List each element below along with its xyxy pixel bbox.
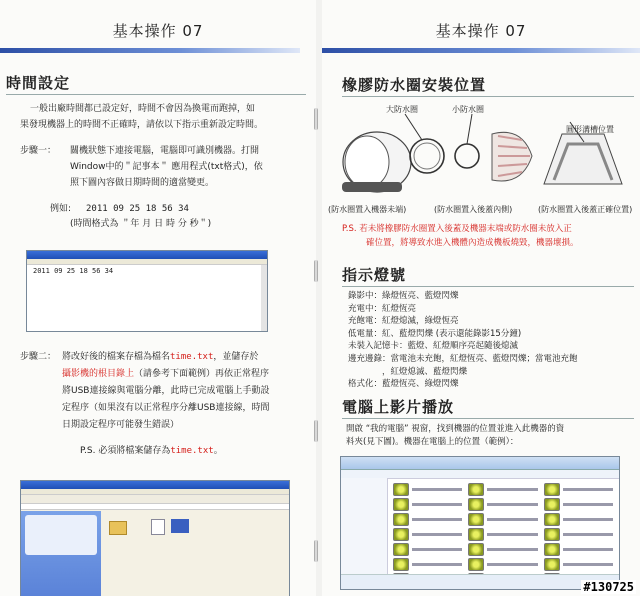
- indicator-title: 指示燈號: [342, 266, 407, 284]
- computer-window-screenshot: [340, 456, 620, 590]
- left-page: [0, 0, 316, 596]
- video-file-icon[interactable]: [393, 498, 462, 511]
- video-file-icon[interactable]: [544, 558, 613, 571]
- explorer-task-pane: [21, 511, 101, 596]
- video-file-icon[interactable]: [468, 528, 537, 541]
- step2-line2-b: （請參考下面範例）再依正常程序: [134, 369, 270, 379]
- step2-line-2: [62, 367, 269, 382]
- video-file-icon[interactable]: [393, 483, 462, 496]
- caption-back-cover: (防水圈置入後蓋內側): [434, 205, 513, 214]
- intro-line-2: 果發現機器上的時間不正確時，請依以下指示重新設定時間。: [20, 120, 264, 130]
- step2-line-3: 將USB連接線與電腦分離，此時已完成電腦上手動設: [62, 386, 270, 396]
- title-underline: [6, 94, 306, 95]
- ps-note: [80, 444, 223, 459]
- left-page-header: 基本操作 07: [112, 22, 204, 40]
- example-format: (時間格式為 ＂年 月 日 時 分 秒＂): [70, 219, 212, 229]
- step2-line1-a: 將改好後的檔案存檔為檔名: [62, 352, 171, 362]
- time-setting-title: 時間設定: [6, 74, 71, 92]
- section3-underline: [342, 418, 634, 419]
- indicator-full: 充飽電：紅燈熄滅，綠燈恆亮: [348, 316, 459, 327]
- step2-line-1: [62, 350, 258, 365]
- waterproof-ring-title: 橡膠防水圈安裝位置: [342, 76, 487, 94]
- step2-line1-b: ，並儲存於: [213, 352, 259, 362]
- notepad-screenshot: [26, 250, 268, 332]
- intro-line-1: 一般出廠時間都已設定好，時間不會因為換電而跑掉，如: [30, 104, 256, 114]
- indicator-recording: 錄影中：綠燈恆亮、藍燈閃爍: [348, 291, 459, 301]
- explorer-screenshot: [20, 480, 290, 596]
- step1-line-2: Window中的＂記事本＂ 應用程式(txt格式)，依: [70, 162, 263, 172]
- ps-filename: time.txt: [170, 446, 214, 456]
- video-file-icon[interactable]: [544, 528, 613, 541]
- example-label: 例如:: [50, 204, 72, 214]
- indicator-charging: 充電中：紅燈恆亮: [348, 303, 417, 314]
- playback-line-2: 料夾(見下圖)。機器在電腦上的位置（範例）：: [346, 437, 519, 447]
- video-file-icon[interactable]: [544, 498, 613, 511]
- video-file-icon[interactable]: [544, 543, 613, 556]
- video-file-icon[interactable]: [468, 558, 537, 571]
- big-ring-icon: [410, 139, 444, 173]
- notepad-text: 2011 09 25 18 56 34: [33, 267, 114, 275]
- right-page: [322, 0, 640, 596]
- explorer-address: [21, 504, 289, 510]
- video-file-grid: [393, 483, 613, 573]
- video-file-icon[interactable]: [468, 543, 537, 556]
- indicator-list: [348, 290, 578, 391]
- step1-line-1: 關機狀態下連接電腦，電腦即可識別機器。打開: [70, 146, 260, 156]
- video-file-icon[interactable]: [544, 483, 613, 496]
- ps-prefix: P.S. 必須將檔案儲存為: [80, 446, 171, 456]
- small-ring-icon: [455, 144, 479, 168]
- text-file-icon: [151, 519, 165, 535]
- big-ring-label: 大防水圈: [386, 105, 418, 114]
- id-stamp: #130725: [583, 580, 634, 594]
- notepad-menubar: [27, 259, 267, 265]
- small-ring-label: 小防水圈: [452, 105, 484, 114]
- caption-correct-position: (防水圈置入後蓋正確位置): [538, 205, 633, 214]
- example-value: 2011 09 25 18 56 34: [86, 204, 189, 214]
- video-file-icon[interactable]: [393, 528, 462, 541]
- ps-suffix: 。: [213, 446, 223, 456]
- folder-icon: [109, 521, 127, 535]
- right-page-header: 基本操作 07: [435, 22, 527, 40]
- notepad-scrollbar: [261, 265, 267, 331]
- window-nav-pane: [341, 478, 388, 575]
- window-details-bar: [341, 574, 619, 589]
- window-titlebar: [341, 457, 619, 470]
- waterproof-ring-figure: [322, 100, 640, 220]
- section2-underline: [342, 286, 634, 287]
- video-file-icon[interactable]: [393, 558, 462, 571]
- right-header-bar: [322, 48, 640, 53]
- step1-line-3: 照下圖內容做日期時間的適當變更。: [70, 178, 215, 188]
- video-file-icon[interactable]: [393, 513, 462, 526]
- indicator-charge-record: 邊充邊錄：當電池未充飽，紅燈恆亮、藍燈閃爍；當電池充飽: [348, 353, 578, 364]
- step2-line-5: 日期設定程序可能發生錯誤）: [62, 420, 180, 430]
- step2-label: 步驟二：: [20, 352, 57, 362]
- selected-file-icon: [171, 519, 189, 533]
- explorer-titlebar: [21, 481, 289, 489]
- explorer-toolbar: [21, 495, 289, 504]
- ps-warning-line-1: P.S. 若未將橡膠防水圈置入後蓋及機器末端或防水圈未放入正: [342, 224, 572, 234]
- indicator-no-card: 未裝入記憶卡：藍燈、紅燈順序亮起隨後熄滅: [348, 341, 519, 352]
- video-file-icon[interactable]: [468, 498, 537, 511]
- indicator-low-battery: 低電量：紅、藍燈閃爍 (表示還能錄影15分鐘): [348, 328, 522, 339]
- task-pane-box: [25, 515, 97, 555]
- back-cover-illustration: [492, 132, 532, 181]
- video-file-icon[interactable]: [393, 543, 462, 556]
- caption-device-end: (防水圈置入機器未端): [328, 205, 407, 214]
- step2-line-4: 定程序（如果沒有以正常程序分離USB連接線，時間: [62, 403, 270, 413]
- step1-label: 步驟一：: [20, 146, 57, 156]
- video-file-icon[interactable]: [544, 513, 613, 526]
- video-file-icon[interactable]: [468, 513, 537, 526]
- indicator-format: 格式化：藍燈恆亮、綠燈閃爍: [348, 379, 459, 390]
- ps-warning-line-2: 確位置，將導致水進入機體內造成機板燒毀，機器壞損。: [366, 238, 579, 248]
- indicator-charge-record-cont: ，紅燈熄滅、藍燈閃爍: [348, 366, 468, 377]
- playback-line-1: 開啟 “我的電腦” 視窗，找到機器的位置並進入此機器的資: [346, 424, 565, 434]
- notepad-titlebar: [27, 251, 267, 259]
- step2-root-dir: 攝影機的根目錄上: [62, 369, 135, 379]
- playback-title: 電腦上影片播放: [342, 398, 455, 416]
- step2-filename: time.txt: [170, 352, 214, 362]
- round-groove-label: 圓形溝槽位置: [566, 125, 614, 134]
- section1-underline: [342, 96, 634, 97]
- device-end-illustration: [342, 132, 411, 192]
- video-file-icon[interactable]: [468, 483, 537, 496]
- left-header-bar: [0, 48, 300, 53]
